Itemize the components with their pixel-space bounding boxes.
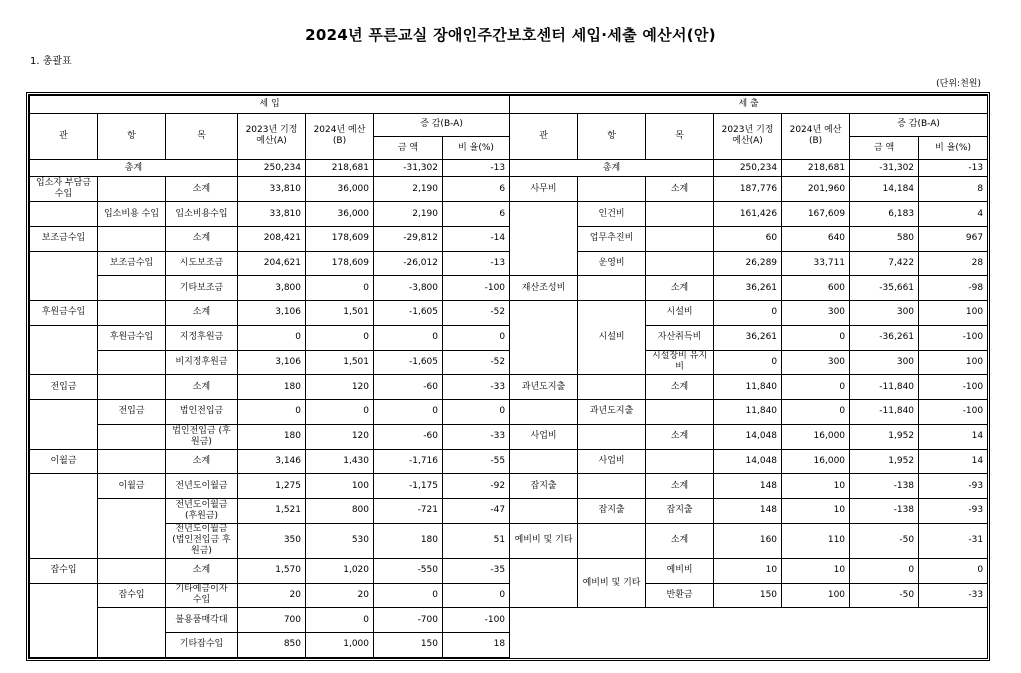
- expense-change-ratio-cell: -100: [919, 400, 988, 425]
- expense-change-ratio-cell: 14: [919, 424, 988, 449]
- expense-2023-cell: 0: [714, 301, 782, 326]
- expense-mok-cell: 시설비: [646, 301, 714, 326]
- expense-2023-cell: 26,289: [714, 251, 782, 276]
- expense-mok-cell: 소계: [646, 276, 714, 301]
- income-change-ratio-cell: -55: [443, 449, 510, 474]
- table-cell: [578, 276, 646, 301]
- income-mok-cell: 기타보조금: [166, 276, 238, 301]
- table-row: [30, 424, 988, 449]
- income-2023-cell: 3,800: [238, 276, 306, 301]
- income-2023-cell: 3,106: [238, 350, 306, 375]
- income-change-amount-cell: -550: [374, 558, 443, 583]
- income-header: 세 입: [30, 96, 510, 114]
- expense-gwan-cell: 사업비: [510, 424, 578, 449]
- table-cell: [98, 276, 166, 301]
- income-2024-cell: 0: [306, 325, 374, 350]
- income-mok-cell: 법인전입금: [166, 400, 238, 425]
- income-2024-cell: 0: [306, 400, 374, 425]
- income-mok-cell: 기타예금이자 수입: [166, 583, 238, 608]
- income-change-amount-cell: -31,302: [374, 159, 443, 177]
- table-cell: [646, 449, 714, 474]
- income-2024-cell: 1,430: [306, 449, 374, 474]
- table-cell: [578, 474, 646, 499]
- income-2024-cell: 1,501: [306, 301, 374, 326]
- income-hang-cell: 보조금수입: [98, 251, 166, 276]
- income-mok-cell: 불용품매각대: [166, 608, 238, 633]
- income-change-amount-cell: 2,190: [374, 177, 443, 202]
- expense-change-amount-cell: 0: [850, 558, 919, 583]
- income-2023-cell: 250,234: [238, 159, 306, 177]
- col-gwan: 관: [30, 113, 98, 159]
- col-ratio: 비 율(%): [443, 137, 510, 160]
- expense-2024-cell: 10: [782, 558, 850, 583]
- table-cell: [98, 424, 166, 449]
- expense-header: 세 출: [510, 96, 988, 114]
- income-2024-cell: 120: [306, 424, 374, 449]
- expense-2024-cell: 110: [782, 523, 850, 558]
- col-mok: 목: [646, 113, 714, 159]
- income-total-label: 총계: [30, 159, 238, 177]
- expense-change-amount-cell: 300: [850, 350, 919, 375]
- expense-2023-cell: 36,261: [714, 325, 782, 350]
- table-cell: [578, 424, 646, 449]
- expense-hang-cell: 사업비: [578, 449, 646, 474]
- expense-change-ratio-cell: 8: [919, 177, 988, 202]
- expense-gwan-cell: [510, 202, 578, 276]
- income-2023-cell: 850: [238, 632, 306, 657]
- income-mok-cell: 지정후원금: [166, 325, 238, 350]
- col-2023: 2023년 기정예산(A): [238, 113, 306, 159]
- col-mok: 목: [166, 113, 238, 159]
- table-cell: [510, 608, 988, 658]
- expense-2024-cell: 10: [782, 498, 850, 523]
- income-change-ratio-cell: -35: [443, 558, 510, 583]
- expense-change-ratio-cell: 100: [919, 350, 988, 375]
- table-cell: [510, 558, 578, 607]
- table-cell: [98, 608, 166, 658]
- expense-change-amount-cell: -31,302: [850, 159, 919, 177]
- expense-change-ratio-cell: 28: [919, 251, 988, 276]
- income-2024-cell: 100: [306, 474, 374, 499]
- expense-mok-cell: 소계: [646, 523, 714, 558]
- expense-2024-cell: 0: [782, 325, 850, 350]
- expense-change-ratio-cell: -100: [919, 325, 988, 350]
- expense-hang-cell: 잡지출: [578, 498, 646, 523]
- table-cell: [578, 523, 646, 558]
- income-change-amount-cell: 150: [374, 632, 443, 657]
- income-2023-cell: 350: [238, 523, 306, 558]
- table-cell: [646, 202, 714, 227]
- expense-change-amount-cell: -138: [850, 474, 919, 499]
- income-change-amount-cell: 0: [374, 583, 443, 608]
- expense-2023-cell: 36,261: [714, 276, 782, 301]
- income-change-ratio-cell: -33: [443, 424, 510, 449]
- table-cell: [30, 474, 98, 559]
- income-2023-cell: 1,570: [238, 558, 306, 583]
- expense-hang-cell: 운영비: [578, 251, 646, 276]
- income-2023-cell: 204,621: [238, 251, 306, 276]
- expense-change-amount-cell: -50: [850, 523, 919, 558]
- expense-mok-cell: 소계: [646, 474, 714, 499]
- income-change-ratio-cell: -47: [443, 498, 510, 523]
- expense-mok-cell: 자산취득비: [646, 325, 714, 350]
- income-2024-cell: 36,000: [306, 177, 374, 202]
- expense-2023-cell: 250,234: [714, 159, 782, 177]
- income-change-amount-cell: -26,012: [374, 251, 443, 276]
- income-2023-cell: 180: [238, 424, 306, 449]
- expense-2024-cell: 201,960: [782, 177, 850, 202]
- income-change-amount-cell: 0: [374, 325, 443, 350]
- expense-hang-cell: 과년도지출: [578, 400, 646, 425]
- expense-hang-cell: 예비비 및 기타: [578, 558, 646, 607]
- income-change-ratio-cell: 51: [443, 523, 510, 558]
- income-change-amount-cell: -1,605: [374, 350, 443, 375]
- table-row: [30, 251, 988, 276]
- income-hang-cell: 입소비용 수입: [98, 202, 166, 227]
- col-2024: 2024년 예산(B): [306, 113, 374, 159]
- income-2023-cell: 33,810: [238, 177, 306, 202]
- income-change-ratio-cell: -100: [443, 608, 510, 633]
- expense-2023-cell: 150: [714, 583, 782, 608]
- income-change-ratio-cell: -52: [443, 350, 510, 375]
- income-2023-cell: 1,275: [238, 474, 306, 499]
- income-change-ratio-cell: -13: [443, 251, 510, 276]
- expense-2023-cell: 11,840: [714, 375, 782, 400]
- expense-mok-cell: 소계: [646, 177, 714, 202]
- income-change-amount-cell: -3,800: [374, 276, 443, 301]
- table-cell: [98, 301, 166, 326]
- income-mok-cell: 입소비용수입: [166, 202, 238, 227]
- income-change-amount-cell: 0: [374, 400, 443, 425]
- table-cell: [30, 251, 98, 300]
- expense-2023-cell: 148: [714, 474, 782, 499]
- income-2024-cell: 178,609: [306, 251, 374, 276]
- income-2024-cell: 800: [306, 498, 374, 523]
- expense-change-amount-cell: -50: [850, 583, 919, 608]
- table-cell: [30, 325, 98, 374]
- income-mok-cell: 소계: [166, 558, 238, 583]
- income-change-ratio-cell: -92: [443, 474, 510, 499]
- expense-2023-cell: 10: [714, 558, 782, 583]
- expense-change-amount-cell: -35,661: [850, 276, 919, 301]
- expense-change-ratio-cell: -93: [919, 474, 988, 499]
- income-2024-cell: 1,020: [306, 558, 374, 583]
- income-change-amount-cell: -1,175: [374, 474, 443, 499]
- income-2023-cell: 700: [238, 608, 306, 633]
- expense-2024-cell: 218,681: [782, 159, 850, 177]
- income-2023-cell: 180: [238, 375, 306, 400]
- expense-2023-cell: 148: [714, 498, 782, 523]
- expense-2024-cell: 300: [782, 350, 850, 375]
- expense-change-amount-cell: -11,840: [850, 375, 919, 400]
- income-gwan-cell: 후원금수입: [30, 301, 98, 326]
- income-mok-cell: 전년도이월금 (후원금): [166, 498, 238, 523]
- income-mok-cell: 비지정후원금: [166, 350, 238, 375]
- income-change-ratio-cell: -52: [443, 301, 510, 326]
- income-change-amount-cell: -721: [374, 498, 443, 523]
- expense-2024-cell: 10: [782, 474, 850, 499]
- table-cell: [646, 400, 714, 425]
- expense-change-amount-cell: -138: [850, 498, 919, 523]
- expense-2024-cell: 33,711: [782, 251, 850, 276]
- income-2023-cell: 33,810: [238, 202, 306, 227]
- expense-change-ratio-cell: 4: [919, 202, 988, 227]
- expense-change-ratio-cell: -13: [919, 159, 988, 177]
- expense-mok-cell: 소계: [646, 424, 714, 449]
- income-hang-cell: 잡수입: [98, 583, 166, 608]
- income-change-amount-cell: -700: [374, 608, 443, 633]
- expense-gwan-cell: 사무비: [510, 177, 578, 202]
- table-row: [30, 325, 988, 350]
- expense-gwan-cell: [510, 301, 578, 375]
- expense-total-label: 총계: [510, 159, 714, 177]
- table-row: [30, 276, 988, 301]
- income-2023-cell: 0: [238, 325, 306, 350]
- expense-change-ratio-cell: 100: [919, 301, 988, 326]
- expense-change-amount-cell: 300: [850, 301, 919, 326]
- income-mok-cell: 소계: [166, 449, 238, 474]
- table-cell: [30, 583, 98, 658]
- income-change-ratio-cell: -13: [443, 159, 510, 177]
- table-row: [30, 177, 988, 202]
- income-2023-cell: 0: [238, 400, 306, 425]
- expense-2023-cell: 0: [714, 350, 782, 375]
- income-2024-cell: 1,000: [306, 632, 374, 657]
- table-cell: [98, 558, 166, 583]
- expense-2024-cell: 0: [782, 400, 850, 425]
- income-2024-cell: 0: [306, 276, 374, 301]
- income-gwan-cell: 입소자 부담금수입: [30, 177, 98, 202]
- expense-change-ratio-cell: -100: [919, 375, 988, 400]
- expense-mok-cell: 소계: [646, 375, 714, 400]
- expense-2023-cell: 160: [714, 523, 782, 558]
- expense-2024-cell: 16,000: [782, 449, 850, 474]
- income-2024-cell: 178,609: [306, 226, 374, 251]
- income-mok-cell: 소계: [166, 301, 238, 326]
- income-gwan-cell: 잡수입: [30, 558, 98, 583]
- income-change-amount-cell: -60: [374, 424, 443, 449]
- income-change-amount-cell: 180: [374, 523, 443, 558]
- table-row: [30, 498, 988, 523]
- expense-mok-cell: 시설장비 유지비: [646, 350, 714, 375]
- table-row: [30, 226, 988, 251]
- col-amount: 금 액: [850, 137, 919, 160]
- table-cell: [578, 177, 646, 202]
- expense-2023-cell: 187,776: [714, 177, 782, 202]
- table-row: [30, 301, 988, 326]
- table-cell: [646, 251, 714, 276]
- col-hang: 항: [578, 113, 646, 159]
- income-change-amount-cell: -1,716: [374, 449, 443, 474]
- budget-table: [28, 94, 988, 659]
- col-2023: 2023년 기정예산(A): [714, 113, 782, 159]
- income-2023-cell: 208,421: [238, 226, 306, 251]
- table-row: [30, 474, 988, 499]
- expense-change-amount-cell: -36,261: [850, 325, 919, 350]
- expense-change-amount-cell: 1,952: [850, 424, 919, 449]
- expense-gwan-cell: 예비비 및 기타: [510, 523, 578, 558]
- income-change-amount-cell: -1,605: [374, 301, 443, 326]
- col-change: 증 감(B-A): [374, 113, 510, 137]
- income-2024-cell: 20: [306, 583, 374, 608]
- table-cell: [510, 498, 578, 523]
- expense-mok-cell: 반환금: [646, 583, 714, 608]
- expense-hang-cell: 시설비: [578, 301, 646, 375]
- table-row: [30, 449, 988, 474]
- expense-gwan-cell: 잡지출: [510, 474, 578, 499]
- page-title: 2024년 푸른교실 장애인주간보호센터 세입·세출 예산서(안): [305, 26, 716, 44]
- col-amount: 금 액: [374, 137, 443, 160]
- income-2023-cell: 1,521: [238, 498, 306, 523]
- income-change-ratio-cell: -100: [443, 276, 510, 301]
- income-2024-cell: 1,501: [306, 350, 374, 375]
- expense-gwan-cell: 재산조성비: [510, 276, 578, 301]
- table-cell: [98, 498, 166, 558]
- expense-2024-cell: 167,609: [782, 202, 850, 227]
- expense-2024-cell: 0: [782, 375, 850, 400]
- expense-2024-cell: 16,000: [782, 424, 850, 449]
- income-mok-cell: 전년도이월금 (법인전입금 후원금): [166, 523, 238, 558]
- expense-2023-cell: 14,048: [714, 449, 782, 474]
- table-row: [30, 202, 988, 227]
- expense-change-ratio-cell: -93: [919, 498, 988, 523]
- table-row: [30, 400, 988, 425]
- table-row: [30, 159, 988, 177]
- col-ratio: 비 율(%): [919, 137, 988, 160]
- income-change-ratio-cell: 6: [443, 202, 510, 227]
- income-change-ratio-cell: 6: [443, 177, 510, 202]
- income-change-ratio-cell: 0: [443, 400, 510, 425]
- expense-change-amount-cell: 14,184: [850, 177, 919, 202]
- income-hang-cell: 후원금수입: [98, 325, 166, 350]
- table-row: [30, 375, 988, 400]
- income-2023-cell: 20: [238, 583, 306, 608]
- income-hang-cell: 이월금: [98, 474, 166, 499]
- income-gwan-cell: 이월금: [30, 449, 98, 474]
- income-change-ratio-cell: -14: [443, 226, 510, 251]
- income-mok-cell: 기타잡수입: [166, 632, 238, 657]
- income-mok-cell: 소계: [166, 375, 238, 400]
- expense-change-amount-cell: 6,183: [850, 202, 919, 227]
- col-2024: 2024년 예산(B): [782, 113, 850, 159]
- table-row: [30, 523, 988, 558]
- section-heading: 1. 총괄표: [30, 56, 72, 67]
- expense-change-amount-cell: 580: [850, 226, 919, 251]
- expense-2023-cell: 11,840: [714, 400, 782, 425]
- table-cell: [578, 375, 646, 400]
- income-change-ratio-cell: 0: [443, 583, 510, 608]
- expense-change-amount-cell: 1,952: [850, 449, 919, 474]
- table-cell: [30, 202, 98, 227]
- income-mok-cell: 전년도이월금: [166, 474, 238, 499]
- income-2024-cell: 0: [306, 608, 374, 633]
- income-2024-cell: 36,000: [306, 202, 374, 227]
- income-hang-cell: 전입금: [98, 400, 166, 425]
- income-2023-cell: 3,106: [238, 301, 306, 326]
- income-mok-cell: 소계: [166, 226, 238, 251]
- expense-hang-cell: 업무추진비: [578, 226, 646, 251]
- expense-2024-cell: 100: [782, 583, 850, 608]
- expense-change-ratio-cell: -98: [919, 276, 988, 301]
- table-cell: [98, 350, 166, 375]
- income-change-amount-cell: -29,812: [374, 226, 443, 251]
- expense-change-ratio-cell: 0: [919, 558, 988, 583]
- table-cell: [98, 375, 166, 400]
- expense-change-amount-cell: 7,422: [850, 251, 919, 276]
- expense-mok-cell: 예비비: [646, 558, 714, 583]
- expense-mok-cell: 잡지출: [646, 498, 714, 523]
- income-2024-cell: 530: [306, 523, 374, 558]
- unit-label: (단위:천원): [936, 79, 981, 89]
- expense-2024-cell: 640: [782, 226, 850, 251]
- table-row: [30, 558, 988, 583]
- expense-2024-cell: 300: [782, 301, 850, 326]
- income-change-ratio-cell: 0: [443, 325, 510, 350]
- expense-2023-cell: 14,048: [714, 424, 782, 449]
- expense-change-ratio-cell: 967: [919, 226, 988, 251]
- table-cell: [98, 226, 166, 251]
- income-change-ratio-cell: 18: [443, 632, 510, 657]
- income-change-ratio-cell: -33: [443, 375, 510, 400]
- table-row: [30, 350, 988, 375]
- table-cell: [510, 449, 578, 474]
- income-change-amount-cell: 2,190: [374, 202, 443, 227]
- expense-gwan-cell: 과년도지출: [510, 375, 578, 400]
- expense-2024-cell: 600: [782, 276, 850, 301]
- col-hang: 항: [98, 113, 166, 159]
- income-gwan-cell: 보조금수입: [30, 226, 98, 251]
- table-cell: [98, 177, 166, 202]
- expense-change-ratio-cell: -31: [919, 523, 988, 558]
- table-cell: [646, 226, 714, 251]
- table-cell: [30, 400, 98, 449]
- table-cell: [510, 400, 578, 425]
- table-row: [30, 583, 988, 608]
- expense-change-ratio-cell: -33: [919, 583, 988, 608]
- col-gwan: 관: [510, 113, 578, 159]
- expense-2023-cell: 161,426: [714, 202, 782, 227]
- table-row: [30, 608, 988, 633]
- income-gwan-cell: 전입금: [30, 375, 98, 400]
- income-mok-cell: 시도보조금: [166, 251, 238, 276]
- income-change-amount-cell: -60: [374, 375, 443, 400]
- expense-2023-cell: 60: [714, 226, 782, 251]
- income-2023-cell: 3,146: [238, 449, 306, 474]
- income-2024-cell: 120: [306, 375, 374, 400]
- income-mok-cell: 소계: [166, 177, 238, 202]
- expense-change-ratio-cell: 14: [919, 449, 988, 474]
- expense-change-amount-cell: -11,840: [850, 400, 919, 425]
- expense-hang-cell: 인건비: [578, 202, 646, 227]
- table-cell: [98, 449, 166, 474]
- income-mok-cell: 법인전입금 (후원금): [166, 424, 238, 449]
- col-change: 증 감(B-A): [850, 113, 988, 137]
- income-2024-cell: 218,681: [306, 159, 374, 177]
